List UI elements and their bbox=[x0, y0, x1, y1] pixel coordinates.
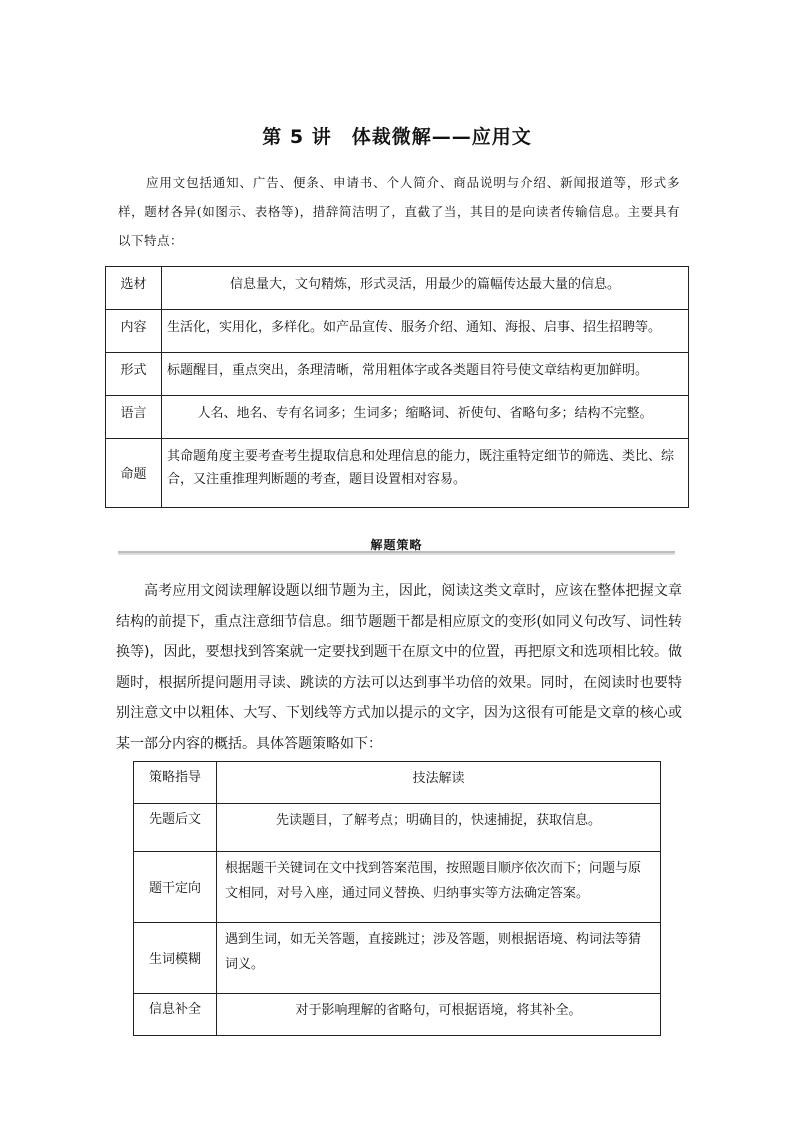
strategy-text: 对于影响理解的省略句，可根据语境，将其补全。 bbox=[217, 994, 661, 1036]
feature-text: 人名、地名、专有名词多；生词多；缩略词、祈使句、省略句多；结构不完整。 bbox=[162, 396, 689, 439]
strategy-label: 生词模糊 bbox=[134, 923, 217, 994]
table-row bbox=[134, 923, 661, 994]
features-table bbox=[105, 266, 689, 508]
feature-text: 标题醒目，重点突出，条理清晰，常用粗体字或各类题目符号使文章结构更加鲜明。 bbox=[162, 353, 689, 396]
strategy-table bbox=[133, 761, 661, 1036]
table-row bbox=[134, 804, 661, 852]
table-row bbox=[106, 439, 689, 508]
feature-label: 选材 bbox=[106, 267, 162, 310]
section-heading: 解题策略 bbox=[370, 538, 423, 552]
table-row bbox=[106, 396, 689, 439]
intro-paragraph: 应用文包括通知、广告、便条、申请书、个人简介、商品说明与介绍、新闻报道等，形式多样，题材各异(如图示、表格等)，措辞简洁明了，直截了当，其目的是向读者传输信息。主要具有以下特点： bbox=[118, 175, 680, 248]
strategy-text: 先读题目，了解考点；明确目的，快速捕捉，获取信息。 bbox=[217, 804, 661, 852]
strategy-text: 遇到生词，如无关答题，直接跳过；涉及答题，则根据语境、构词法等猜词义。 bbox=[217, 923, 661, 994]
column-header: 技法解读 bbox=[217, 762, 661, 804]
strategy-label: 题干定向 bbox=[134, 852, 217, 923]
feature-text: 信息量大，文句精炼，形式灵活，用最少的篇幅传达最大量的信息。 bbox=[162, 267, 689, 310]
table-row bbox=[134, 994, 661, 1036]
column-header: 策略指导 bbox=[134, 762, 217, 804]
section-heading-bar bbox=[118, 534, 675, 554]
page-title: 第 5 讲 体裁微解——应用文 bbox=[262, 126, 532, 148]
strategy-paragraph: 高考应用文阅读理解设题以细节题为主，因此，阅读这类文章时，应该在整体把握文章结构的前提下，重点注意细节信息。细节题题干都是相应原文的变形(如同义句改写、词性转换等)，因此，要想找到答案就一定要找到题干在原文中的位置，再把原文和选项相比较。做题时，根据所提问题用寻读、跳读的方法可以达到事半功倍的效果。同时，在阅读时也要特别注意文中以粗体、大写、下划线等方式加以提示的文字，因为这很有可能是文章的核心或某一部分内容的概括。具体答题策略如下： bbox=[116, 583, 682, 752]
strategy-label: 信息补全 bbox=[134, 994, 217, 1036]
feature-text: 其命题角度主要考查考生提取信息和处理信息的能力，既注重特定细节的筛选、类比、综合，又注重推理判断题的考查，题目设置相对容易。 bbox=[162, 439, 689, 508]
feature-label: 形式 bbox=[106, 353, 162, 396]
table-row bbox=[106, 310, 689, 353]
feature-label: 语言 bbox=[106, 396, 162, 439]
table-row bbox=[134, 852, 661, 923]
strategy-label: 先题后文 bbox=[134, 804, 217, 852]
feature-text: 生活化，实用化，多样化。如产品宣传、服务介绍、通知、海报、启事、招生招聘等。 bbox=[162, 310, 689, 353]
feature-label: 内容 bbox=[106, 310, 162, 353]
table-row bbox=[106, 267, 689, 310]
strategy-text: 根据题干关键词在文中找到答案范围，按照题目顺序依次而下；问题与原文相同，对号入座，通过同义替换、归纳事实等方法确定答案。 bbox=[217, 852, 661, 923]
table-row bbox=[106, 353, 689, 396]
feature-label: 命题 bbox=[106, 439, 162, 508]
table-header-row bbox=[134, 762, 661, 804]
